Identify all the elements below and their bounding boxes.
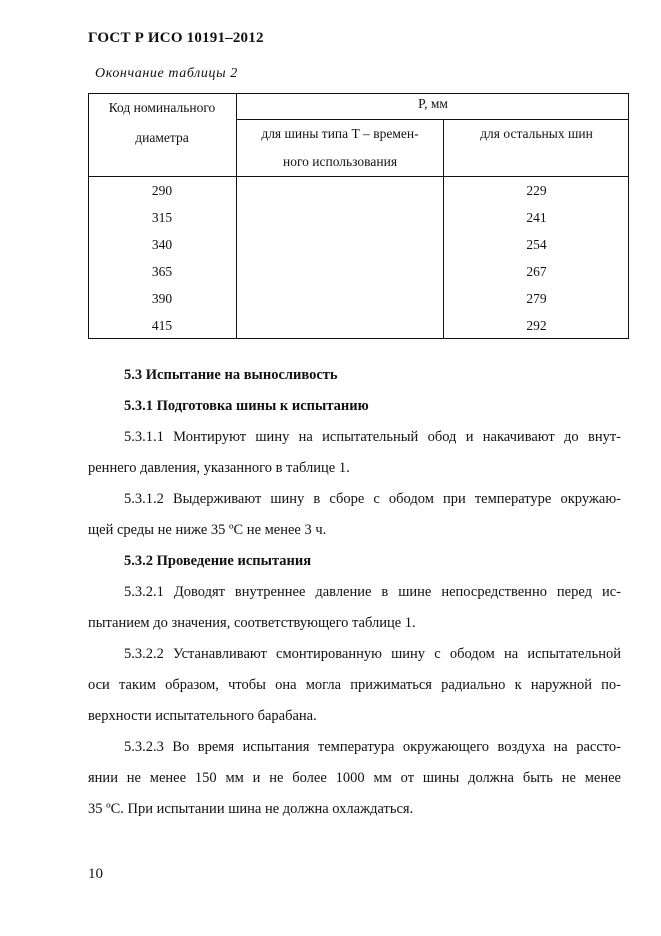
paragraph-5-3-2-3-line1: 5.3.2.3 Во время испытания температура окружающего воздуха на рассто- [124, 739, 621, 755]
paragraph-5-3-2-2-line2: оси таким образом, чтобы она могла прижиматься радиально к наружной по- [88, 677, 621, 693]
document-header: ГОСТ Р ИСО 10191–2012 [88, 30, 264, 46]
table-row [88, 312, 629, 339]
cell-code: 415 [88, 312, 237, 339]
column-header-p: P, мм [237, 93, 630, 120]
cell-type-t [237, 204, 444, 231]
paragraph-5-3-1-1-line2: реннего давления, указанного в таблице 1. [88, 460, 350, 476]
cell-other: 254 [526, 237, 547, 252]
cell-type-t [237, 258, 444, 285]
cell-type-t [237, 231, 444, 258]
section-heading-5-3: 5.3 Испытание на выносливость [124, 367, 338, 383]
cell-code: 290 [88, 177, 237, 205]
table-row [88, 177, 629, 205]
paragraph-5-3-2-2-line1: 5.3.2.2 Устанавливают смонтированную шину с ободом на испытательной [124, 646, 621, 662]
cell-type-t [237, 177, 444, 205]
paragraph-5-3-1-1-line1: 5.3.1.1 Монтируют шину на испытательный обод и накачивают до внут- [124, 429, 621, 445]
document-body [88, 360, 621, 825]
table-row [88, 285, 629, 312]
section-heading-5-3-1: 5.3.1 Подготовка шины к испытанию [124, 398, 369, 414]
paragraph-5-3-2-1-line1: 5.3.2.1 Доводят внутреннее давление в шине непосредственно перед ис- [124, 584, 621, 600]
paragraph-5-3-2-1-line2: пытанием до значения, соответствующего таблице 1. [88, 615, 416, 631]
column-header-type-t [237, 120, 444, 177]
paragraph-5-3-1-2-line1: 5.3.1.2 Выдерживают шину в сборе с ободом при температуре окружаю- [124, 491, 621, 507]
section-heading-5-3-2: 5.3.2 Проведение испытания [124, 553, 312, 569]
column-header-code [88, 93, 237, 177]
paragraph-5-3-1-2-line2: щей среды не ниже 35 ºС не менее 3 ч. [88, 522, 327, 538]
cell-other: 292 [526, 318, 547, 333]
table-row [88, 204, 629, 231]
column-header-other: для остальных шин [444, 120, 630, 177]
paragraph-5-3-2-3-line3: 35 ºС. При испытании шина не должна охлаждаться. [88, 801, 414, 817]
page-number: 10 [88, 866, 103, 882]
paragraph-5-3-2-2-line3: верхности испытательного барабана. [88, 708, 317, 724]
data-table [88, 93, 629, 339]
cell-code: 390 [88, 285, 237, 312]
cell-other: 241 [526, 210, 547, 225]
column-header-code-line2: диаметра [135, 130, 189, 145]
cell-other: 267 [526, 264, 547, 279]
table-row [88, 231, 629, 258]
paragraph-5-3-2-3-line2: янии не менее 150 мм и не более 1000 мм от шины должна быть не менее [88, 770, 621, 786]
cell-code: 365 [88, 258, 237, 285]
cell-code: 315 [88, 204, 237, 231]
table-row [88, 258, 629, 285]
table-caption: Окончание таблицы 2 [95, 66, 238, 81]
column-header-type-t-line1: для шины типа Т – времен- [261, 126, 419, 141]
column-header-type-t-line2: ного использования [282, 154, 398, 169]
cell-other: 279 [526, 291, 547, 306]
column-header-code-line1: Код номинального [108, 100, 216, 115]
cell-type-t [237, 285, 444, 312]
cell-code: 340 [88, 231, 237, 258]
cell-other: 229 [526, 183, 547, 198]
cell-type-t [237, 312, 444, 339]
